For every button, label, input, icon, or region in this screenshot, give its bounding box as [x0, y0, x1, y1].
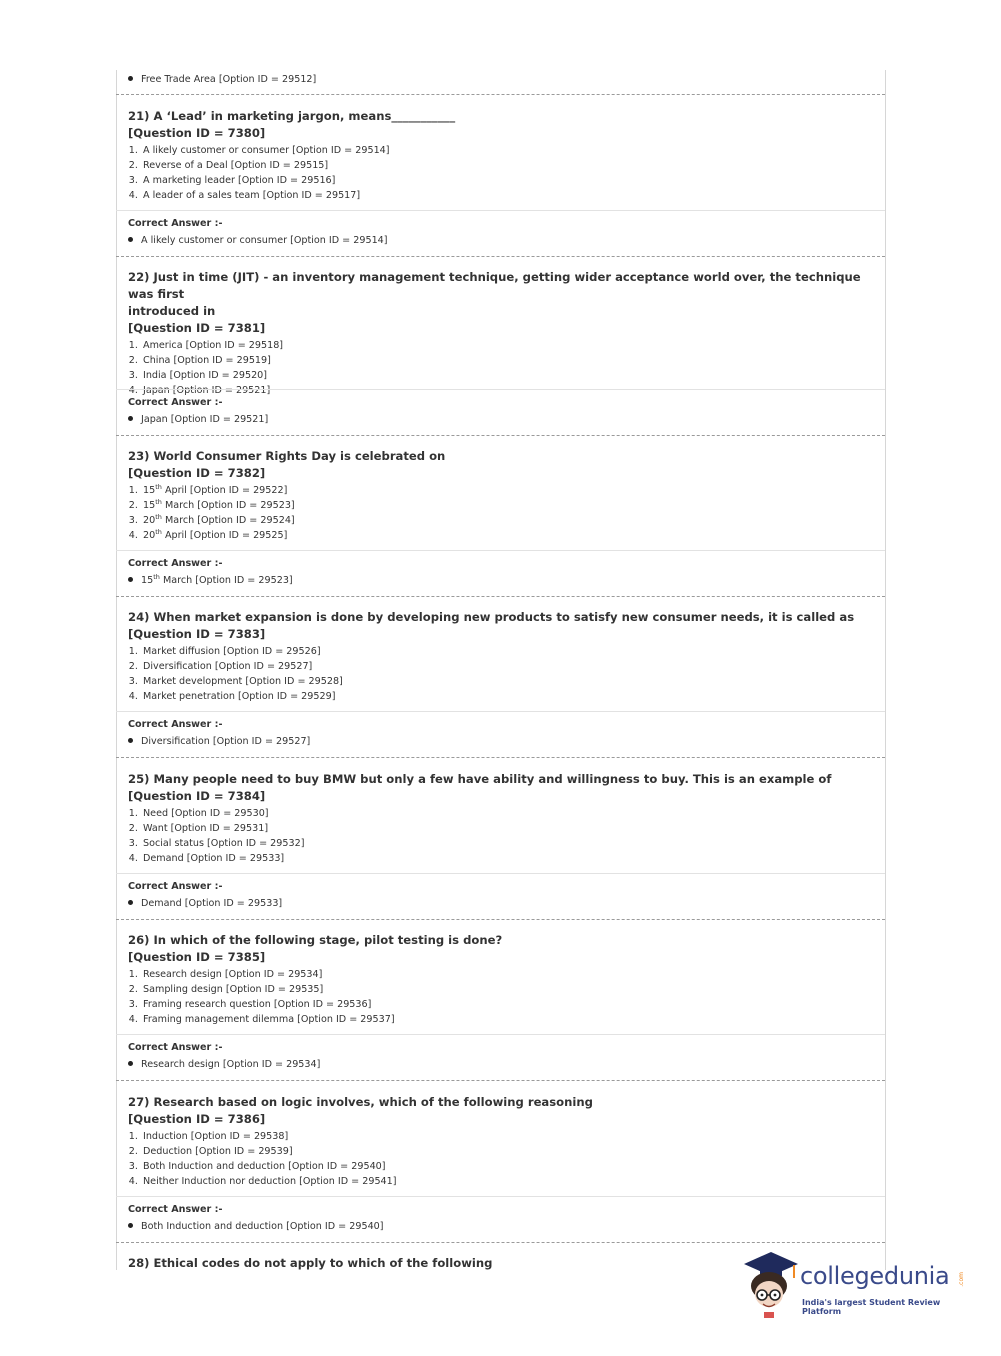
question-title: 27) Research based on logic involves, which of the following reasoning — [128, 1095, 593, 1109]
bullet-icon — [128, 900, 133, 905]
answer-text: Demand [Option ID = 29533] — [141, 898, 283, 909]
option: 3. A marketing leader [Option ID = 29516] — [141, 173, 884, 188]
bullet-icon — [128, 1061, 133, 1066]
option: 1. Research design [Option ID = 29534] — [141, 967, 884, 982]
correct-answer-label: Correct Answer :- — [128, 1042, 223, 1053]
question-id: [Question ID = 7382] — [128, 466, 266, 480]
divider — [116, 256, 885, 257]
option: 1. 15th April [Option ID = 29522] — [141, 483, 884, 498]
question-24 — [116, 609, 884, 704]
correct-answer-23 — [116, 557, 884, 588]
bullet-icon — [128, 237, 133, 242]
option: 1. Induction [Option ID = 29538] — [141, 1129, 884, 1144]
question-title: 22) Just in time (JIT) - an inventory management technique, getting wider acceptance world over, the technique was first — [128, 270, 861, 301]
divider — [116, 435, 885, 436]
option: 4. Market penetration [Option ID = 29529] — [141, 689, 884, 704]
options-list — [116, 143, 884, 203]
options-list — [116, 483, 884, 543]
correct-answer-27 — [116, 1203, 884, 1234]
divider — [116, 1034, 885, 1035]
option: 1. A likely customer or consumer [Option ID = 29514] — [141, 143, 884, 158]
correct-answer-label: Correct Answer :- — [128, 558, 223, 569]
question-title: 28) Ethical codes do not apply to which of the following — [128, 1256, 493, 1270]
divider — [116, 1196, 885, 1197]
bullet-icon — [128, 738, 133, 743]
correct-answer-26 — [116, 1041, 884, 1072]
question-id: [Question ID = 7385] — [128, 950, 266, 964]
divider — [116, 919, 885, 920]
correct-answer-label: Correct Answer :- — [128, 881, 223, 892]
question-id: [Question ID = 7381] — [128, 321, 266, 335]
option: 2. 15th March [Option ID = 29523] — [141, 498, 884, 513]
question-id: [Question ID = 7386] — [128, 1112, 266, 1126]
correct-answer-24 — [116, 718, 884, 749]
question-27 — [116, 1094, 884, 1189]
question-title: 23) World Consumer Rights Day is celebrated on — [128, 449, 446, 463]
option: 3. Social status [Option ID = 29532] — [141, 836, 884, 851]
question-title-cont: introduced in — [128, 304, 216, 318]
brand-domain-suffix: .com — [958, 1272, 965, 1287]
question-title: 24) When market expansion is done by developing new products to satisfy new consumer needs, it is called as — [128, 610, 855, 624]
correct-answer-25 — [116, 880, 884, 911]
divider — [116, 596, 885, 597]
divider — [116, 389, 885, 390]
option: 2. Want [Option ID = 29531] — [141, 821, 884, 836]
answer-text: Japan [Option ID = 29521] — [141, 414, 269, 425]
bullet-icon — [128, 416, 133, 421]
question-23 — [116, 448, 884, 543]
divider — [116, 873, 885, 874]
option: 1. Need [Option ID = 29530] — [141, 806, 884, 821]
bullet-icon — [128, 577, 133, 582]
question-21 — [116, 108, 884, 203]
option: 4. A leader of a sales team [Option ID = 29517] — [141, 188, 884, 203]
correct-answer-21 — [116, 217, 884, 248]
options-list — [116, 806, 884, 866]
option: 4. 20th April [Option ID = 29525] — [141, 528, 884, 543]
correct-answer-22 — [116, 396, 884, 427]
options-list — [116, 967, 884, 1027]
divider — [116, 1080, 885, 1081]
option: 2. China [Option ID = 29519] — [141, 353, 884, 368]
option: 4. Demand [Option ID = 29533] — [141, 851, 884, 866]
option: 2. Sampling design [Option ID = 29535] — [141, 982, 884, 997]
option: 1. Market diffusion [Option ID = 29526] — [141, 644, 884, 659]
question-title: 21) A ‘Lead’ in marketing jargon, means___________ — [128, 109, 456, 123]
answer-text: Diversification [Option ID = 29527] — [141, 736, 311, 747]
answer-text: 15th March [Option ID = 29523] — [141, 572, 293, 586]
question-22 — [116, 269, 884, 398]
option: 3. Both Induction and deduction [Option ID = 29540] — [141, 1159, 884, 1174]
option: 4. Framing management dilemma [Option ID = 29537] — [141, 1012, 884, 1027]
divider — [116, 711, 885, 712]
answer-text: Free Trade Area [Option ID = 29512] — [141, 74, 317, 85]
correct-answer-label: Correct Answer :- — [128, 1204, 223, 1215]
bullet-icon — [128, 1223, 133, 1228]
options-list — [116, 644, 884, 704]
option: 3. Market development [Option ID = 29528] — [141, 674, 884, 689]
option: 2. Reverse of a Deal [Option ID = 29515] — [141, 158, 884, 173]
correct-answer-label: Correct Answer :- — [128, 397, 223, 408]
option: 2. Diversification [Option ID = 29527] — [141, 659, 884, 674]
divider — [116, 94, 885, 95]
question-25 — [116, 771, 884, 866]
correct-answer-label: Correct Answer :- — [128, 719, 223, 730]
option: 3. Framing research question [Option ID = 29536] — [141, 997, 884, 1012]
question-id: [Question ID = 7383] — [128, 627, 266, 641]
answer-text: A likely customer or consumer [Option ID = 29514] — [141, 235, 388, 246]
question-26 — [116, 932, 884, 1027]
answer-text: Research design [Option ID = 29534] — [141, 1059, 321, 1070]
previous-answer — [116, 73, 884, 87]
option: 3. 20th March [Option ID = 29524] — [141, 513, 884, 528]
divider — [116, 550, 885, 551]
bullet-icon — [128, 76, 133, 81]
brand-tagline: India's largest Student Review Platform — [802, 1298, 941, 1316]
question-title: 25) Many people need to buy BMW but only a few have ability and willingness to buy. This is an example of — [128, 772, 832, 786]
divider — [116, 1242, 885, 1243]
correct-answer-label: Correct Answer :- — [128, 218, 223, 229]
brand-name: collegedunia — [800, 1262, 950, 1290]
options-list — [116, 1129, 884, 1189]
option: 4. Japan [Option ID = 29521] — [141, 383, 884, 398]
question-id: [Question ID = 7384] — [128, 789, 266, 803]
collegedunia-logo — [742, 1248, 972, 1320]
question-title: 26) In which of the following stage, pilot testing is done? — [128, 933, 503, 947]
divider — [116, 210, 885, 211]
answer-text: Both Induction and deduction [Option ID = 29540] — [141, 1221, 384, 1232]
question-id: [Question ID = 7380] — [128, 126, 266, 140]
option: 3. India [Option ID = 29520] — [141, 368, 884, 383]
divider — [116, 757, 885, 758]
option: 2. Deduction [Option ID = 29539] — [141, 1144, 884, 1159]
option: 1. America [Option ID = 29518] — [141, 338, 884, 353]
option: 4. Neither Induction nor deduction [Option ID = 29541] — [141, 1174, 884, 1189]
mascot-icon — [742, 1248, 800, 1320]
